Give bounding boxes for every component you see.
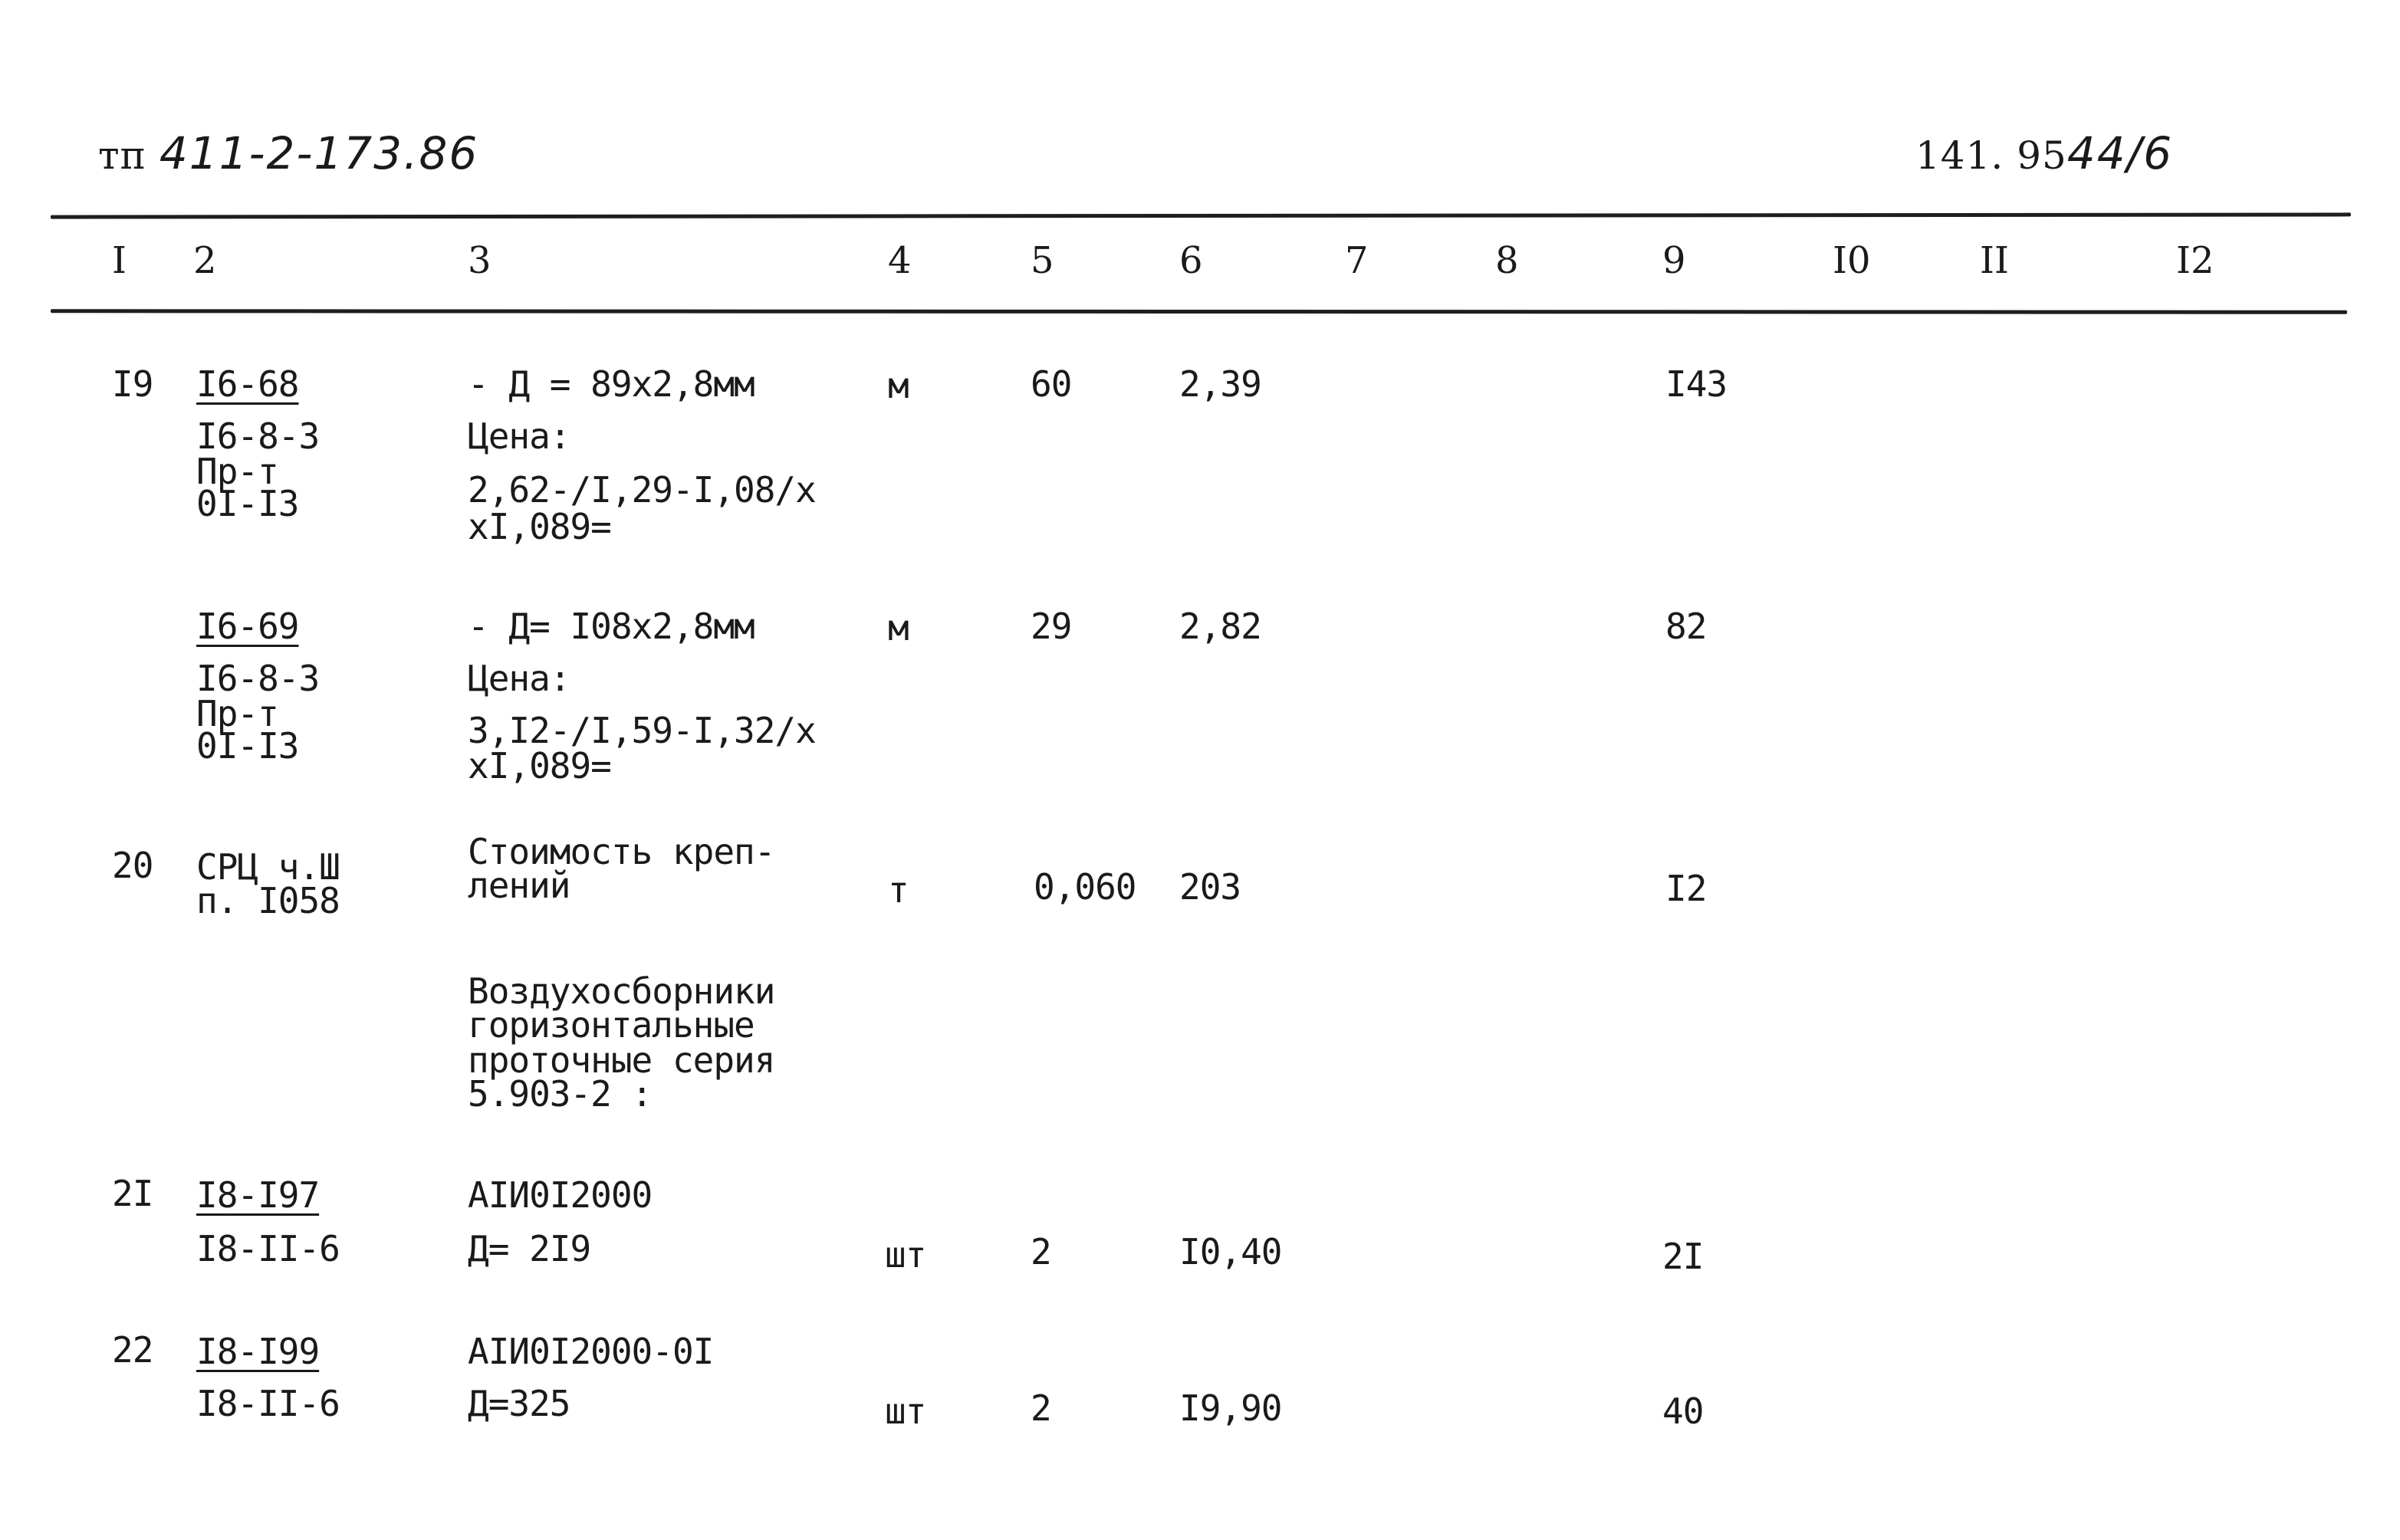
item-description: хI,089= [468,745,611,786]
column-header: 8 [1495,239,1519,282]
document-code [98,127,478,179]
norm-ref: 0I-I3 [196,725,299,767]
item-description: Цена: [468,658,570,699]
item-description: Стоимость креп- [468,831,775,872]
item-description: - Д= I08х2,8мм [468,606,755,647]
column-header: I [112,239,127,282]
total-cost: I2 [1665,868,1707,909]
column-header: II [1980,239,2009,282]
norm-code: I6-68 [196,363,299,405]
sheet-number-prefix: 141. 95 [1915,133,2067,178]
row-number: 22 [112,1329,153,1371]
norm-ref: СРЦ ч.Ш [196,846,340,888]
total-cost: I43 [1665,363,1728,405]
unit: т [888,869,909,911]
column-header: 2 [193,239,217,282]
norm-ref: I8-II-6 [196,1383,340,1424]
norm-ref: I6-8-3 [196,415,320,457]
unit-price: 2,39 [1179,363,1261,405]
unit: м [888,607,909,649]
item-description: Д= 2I9 [468,1228,591,1269]
column-header: 3 [468,239,492,282]
norm-code: I8-I97 [196,1174,320,1216]
unit-price: 203 [1179,866,1241,908]
section-heading: горизонтальные [468,1004,755,1046]
table-header-rule [51,309,2347,314]
quantity: 2 [1031,1231,1051,1272]
unit-price: 2,82 [1179,606,1261,647]
unit-price: I9,90 [1179,1387,1282,1429]
norm-code: I6-69 [196,606,299,647]
norm-ref: п. I058 [196,880,340,921]
column-header: 4 [888,239,912,282]
total-cost: 2I [1662,1236,1704,1277]
unit: шт [885,1391,926,1432]
norm-ref: I6-8-3 [196,658,320,699]
norm-ref: I8-II-6 [196,1228,340,1269]
item-description: Цена: [468,415,570,457]
norm-ref: Пр-т [196,693,278,734]
item-description: - Д = 89х2,8мм [468,363,755,405]
section-heading: 5.903-2 : [468,1073,653,1115]
quantity: 60 [1031,363,1072,405]
item-description: 3,I2-/I,59-I,32/х [468,710,816,751]
column-header: 9 [1662,239,1686,282]
table-top-rule [51,212,2351,218]
row-number: 2I [112,1173,153,1214]
row-number: I9 [112,363,153,405]
section-heading: проточные серия [468,1039,775,1081]
item-description: АIИ0I2000 [468,1174,653,1216]
quantity: 2 [1031,1387,1051,1429]
item-description: хI,089= [468,506,611,547]
item-description: 2,62-/I,29-I,08/х [468,469,816,511]
item-description: лений [468,865,570,906]
quantity: 29 [1031,606,1072,647]
unit: шт [885,1234,926,1276]
column-header: I2 [2176,239,2214,282]
quantity: 0,060 [1034,866,1136,908]
norm-code: I8-I99 [196,1331,320,1372]
item-description: АIИ0I2000-0I [468,1331,714,1372]
item-description: Д=325 [468,1383,570,1424]
total-cost: 40 [1662,1391,1704,1432]
norm-ref: 0I-I3 [196,483,299,524]
norm-ref: Пр-т [196,451,278,492]
total-cost: 82 [1665,606,1707,647]
sheet-number [1915,127,2173,179]
sheet-number-suffix: 44/6 [2066,127,2174,179]
column-header: 5 [1031,239,1054,282]
unit-price: I0,40 [1179,1231,1282,1272]
unit: м [888,365,909,406]
section-heading: Воздухосборники [468,970,775,1012]
document-code-prefix: тп [98,133,146,178]
column-header: 6 [1179,239,1203,282]
column-header: 7 [1345,239,1369,282]
row-number: 20 [112,845,153,886]
column-header: I0 [1833,239,1871,282]
document-code-number: 411-2-173.86 [159,127,479,179]
